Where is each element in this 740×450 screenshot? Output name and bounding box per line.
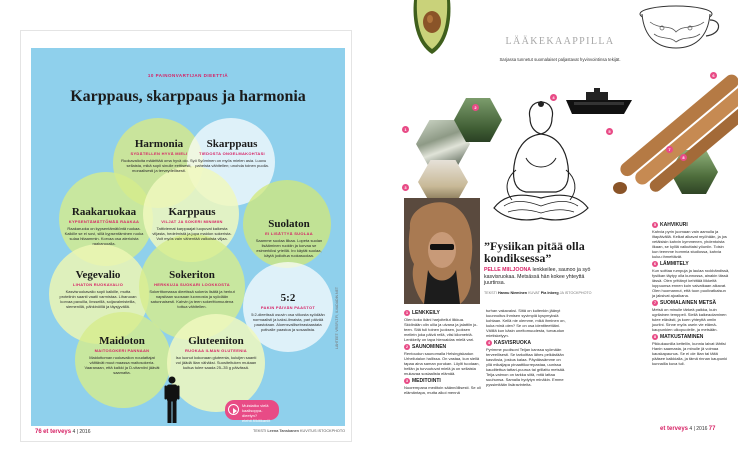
buddha-illustration (486, 98, 596, 228)
diet-sokeriton (149, 269, 235, 309)
note-text: Muistatko vielä kaalisoppa-dieetyn? etehti.fi/kitikaniit (242, 403, 271, 423)
diet-name: Skarppaus (206, 138, 258, 150)
diet-raakaruokaa (61, 206, 147, 246)
diet-text: Raakaruoka on kypsentämätöntä ruokaa. Kaikille se ei sovi, sillä kypsentäminen ruoka sulaa hitaammin. Korvaa osa aterioista raakaruoalla. (64, 226, 144, 246)
byline: TEKSTI Hannu Nieminen KUVAT Pia Inberg JA ISTOCKPHOTO (484, 291, 592, 295)
page-number: 76 (35, 429, 42, 435)
page-title: Karppaus, skarppaus ja harmonia (70, 88, 306, 105)
item-heading: 7 SUOMALAINEN METSÄ (654, 300, 717, 306)
diet-name: Vegevalio (75, 269, 121, 281)
diet-text: 5:2-dieetissä osuvin osa viikosta syödään normaalisti ja kaksi-ilmaista, pari päivää paastotaan. Aloensvallisebrastaastata potivalle paastoa ja sosaalista. (251, 312, 325, 332)
diet-tag: TIEDOSTA ONGELMAKOHTASI (199, 151, 265, 156)
right-page (380, 0, 740, 450)
left-page (20, 30, 352, 442)
section-title: LÄÄKEKAAPPILLA (505, 36, 615, 47)
issue: 4 | 2016 (72, 429, 91, 435)
diet-text: Maidottoman ruokavalion noudattajat välttävät muut maassa maitosokeria. Vaaranaan, että kalkki ja D-vitamiini jäävät saamatta. (84, 355, 160, 375)
diet-text: Iso luonut kokonaan gluteenia, kuluijen saanti voi jäädä liian vähäksi. Suositeltuken mukaan kuitua tulee saada 25–35 g päivässä. (175, 355, 257, 370)
item-text: turhan vakavaksi. Siitä on kuitenkin jäänyt kuunnoitus ihmisen syvimpiä kysymyksiä kohtaan. Kellä nie olemme, mikä ihminen on, kuka minä olen? Se on osa identiteettiäni. Välillä kun käsin uneltomuudesta, turvaudun mietiskelyyn. (486, 308, 566, 338)
diet-text: Sokerittomassa dieetissä sokeria lisätä ja herkut napsitaan suosaan luonnosta ja syödään satunnaisesti. Kahvin ja teen sokerittomuutena tottua vähitellen. (149, 289, 235, 309)
marker-2: 2 (472, 104, 479, 111)
diet-tag: SYDÄTELLEN HYVÄ MIELI (130, 151, 188, 156)
item-text: Metsä on minulle tärkeä paikka, kuin ugrilainen temppeli. Siellä kaikeaolaminen tulee elävästi, ja koen yhteyttä omiin juuriini. Sinne myös usein vie elämä-kaupunkien ulkopuolelle, ja metsään. (652, 307, 727, 332)
item-text: Kun soittaa rumpuja ja laulaa rockbändissä, fysiikan täytyy olla kunnossa, ainakin tässä iässä. Olen yrittänyt kehittää liikkeitä loppuunsa ennen kuin vaivatkaan alkavat. Olen huomannut, että tuon puolivatkaisun ja jaksivat ajoaikana. (652, 268, 730, 298)
diet-text: Tattiviemat karppaajat luopuvat kaikesta viljasta, hedelmistä ja jopa maidon sokerista. Voit myös vain vähentää valkoista viljaa. (152, 226, 232, 241)
item-heading: 1 LENKKEILY (406, 310, 440, 316)
diet-52 (251, 292, 325, 332)
diet-text: Ruokavalioita määrittää oma hyvä olo. Syö sellaista, mikä sopii sinulle eettisesti, moraalisesti ja terveydellisesti. (121, 158, 197, 173)
item-heading: 5 KAHVIKURI (654, 222, 688, 228)
item-text: Kahvia pyrin juomaan vain aamulla ja iltapäivällä. Kelkat alkavat myöhään, ja jos vetäisisin kahvin kymmenen, yhdentoista ilkaan, se kylllä vaikuttaisi yöuniin. Toisin kun teemme hommia studiossa, kahvia kuluu ihmettävät. (652, 229, 727, 259)
section-subtitle: Sarjassa tunnetut suomalaiset paljastavat hyvinvointinsa tekijät. (499, 57, 621, 62)
portrait-figure (404, 198, 480, 304)
article-headline: ”Fysiikan pitää olla kondiksessa” (484, 239, 585, 265)
marker-7: 7 (666, 146, 673, 153)
item-text: Pikkukaunilla ketteliin, kunnia lalvat lähtisi Hanin saamasta, ja minulle jä voimaa kauskapaunus. Se ei ole liian tai tältä pääsee kaikkialla, ja tämä rinnan kaupunki kunnailla kuva tuli. (652, 341, 728, 366)
video-note-link[interactable] (225, 400, 279, 423)
person-silhouette-icon (163, 376, 181, 424)
magazine-name: et terveys (660, 426, 689, 432)
diet-suolaton (253, 218, 325, 258)
diet-name: Suolaton (268, 218, 310, 230)
marker-3: 3 (402, 184, 409, 191)
item-text: Rentoudun saunomalla Helsingiskadun Urheilutalon hallissa. On vastaa, kun siellä tapaa aina saman porukan. Löylti tuodaan, hellän ja turvuutuvat mielä ja on sellaista mukavaa sosiaalista elämää. (404, 351, 480, 376)
lede-text: lenkkeilee, saunoo ja syö kasvisruokaa. Metsässä hän kokee yhteyttä juurtinsa. (484, 267, 591, 286)
item-heading: 2 SAUNOMINEN (406, 344, 447, 350)
play-icon (228, 404, 239, 415)
diet-tag: RUOKAA ILMAN GLUTEENIA (184, 348, 247, 353)
body-column-2 (486, 308, 566, 389)
issue: 4 | 2016 (689, 426, 708, 432)
cinnamon-illustration (608, 70, 738, 200)
diet-text: Syöminen on myös mielen asia. Luovu paheista vähitellen; unohda toinen puolia. (195, 158, 269, 168)
marker-4: 4 (550, 94, 557, 101)
diet-tag: KYPSENTÄMÄTTÖMÄÄ RAAKAA (68, 219, 140, 224)
diet-tag: LIHATON RUOKAVALIO (72, 282, 124, 287)
diet-harmonia (119, 138, 199, 173)
body-column-3 (652, 220, 730, 368)
marker-8: 8 (680, 154, 687, 161)
diet-name: 5:2 (280, 292, 296, 304)
footer-credit: TEKSTI Leena Tanskanen KUVITUS ISTOCKPHOTO (253, 429, 346, 433)
item-text: Olen koko ikäni harjoitellut liikkua. Skidinään olin uilia ja uivana ja jalattiin jo-teen. Sitä tuli toinen juoksen, juoksen mellein joka päivä reilä, viisi kilometriä. Lenkkeily on tapa hieroaidas mielä vari. (404, 317, 478, 342)
footer-right (660, 426, 715, 432)
lede-name: PELLE MIILJOONA (484, 267, 531, 273)
page-number: 77 (708, 426, 716, 432)
diet-name: Sokeriton (169, 269, 215, 281)
diet-skarppaus (195, 138, 269, 168)
diet-tag: MAITOSOKERI PANNAAN (94, 348, 150, 353)
item-text: Nuorempana meditoin säännöllisesti. Se oli elämäntapa, mutta alkoi mennä (404, 385, 481, 395)
marker-5: 5 (606, 128, 613, 135)
diet-text: Saamme suolaa liikaa. Lopeta suolan lisääminen ruokiin ja korvaa se esimerkiksi yrteillä. Iro käytät suolaa, käytä jodioitua ruokasuolaa. (255, 238, 323, 258)
diet-gluteeniton (175, 335, 257, 370)
marker-6: 6 (710, 72, 717, 79)
diet-name: Karppaus (168, 206, 216, 218)
diet-tag: EI LISÄTTYÄ SUOLAA (265, 231, 313, 236)
item-heading: 4 KASVISRUOKA (488, 340, 531, 346)
diet-name: Harmonia (134, 138, 184, 150)
side-credit: LÄHTEET: VRSFLT.FI, ILVADADIN.NET (335, 286, 339, 349)
top-label: 10 PAINONVARTIJAN DIEETTIÄ (147, 73, 229, 78)
diet-name: Maidoton (99, 335, 145, 347)
body-column-1 (404, 308, 482, 397)
item-heading: 6 LÄMMITELY (654, 261, 689, 267)
diet-vegevalio (57, 269, 139, 309)
item-text: Pyrimme puolisoni Teijan kanssa syömään terveellisesti. Se tarkoittaa lähes pelkästään kasviksia, joskus kalaa. Päydässämme on yllä mikaljapa pinaattikurrepastaa, uunissa kauditettua tattari-puurua tai grillattu metsää. Teija-vaimon on tarkka siitä, mitä lattaa suuhunsa. Samalla hydytyn minäkin. Emme pyssimitään lisäravinteita. (486, 347, 566, 387)
diet-tag: PAKIN PÄIVÄN PAASTOT (260, 305, 316, 310)
diet-infographic (31, 48, 345, 426)
portrait-photo (404, 198, 480, 304)
article-lede (484, 267, 594, 287)
footer-left (35, 429, 90, 435)
magazine-name: et terveys (43, 429, 72, 435)
diet-tag: VILJAT JA SOKERI MINIMIIN (161, 219, 223, 224)
diet-name: Raakaruokaa (71, 206, 137, 218)
item-heading: 3 MEDITOINTI (406, 378, 441, 384)
avocado-illustration (402, 0, 462, 58)
diet-name: Gluteeniton (188, 335, 244, 347)
diet-maidoton (83, 335, 161, 375)
diet-tag: HERKKUJA SUOKARI LOOKKOSTA (154, 282, 230, 287)
item-heading: 8 MATKUSTAMINEN (654, 334, 704, 340)
diet-text: Kasvisruokavalio sopii kaikille, mutta proteiinin saanti vaatii varmistaa. Liharuoan korvaa pavuilla, linsseillä, soijavalmisteilla, siemenillä, pähkinöillä ja täysjyvällä. (59, 289, 137, 309)
marker-1: 1 (402, 126, 409, 133)
diet-karppaus (151, 206, 233, 241)
